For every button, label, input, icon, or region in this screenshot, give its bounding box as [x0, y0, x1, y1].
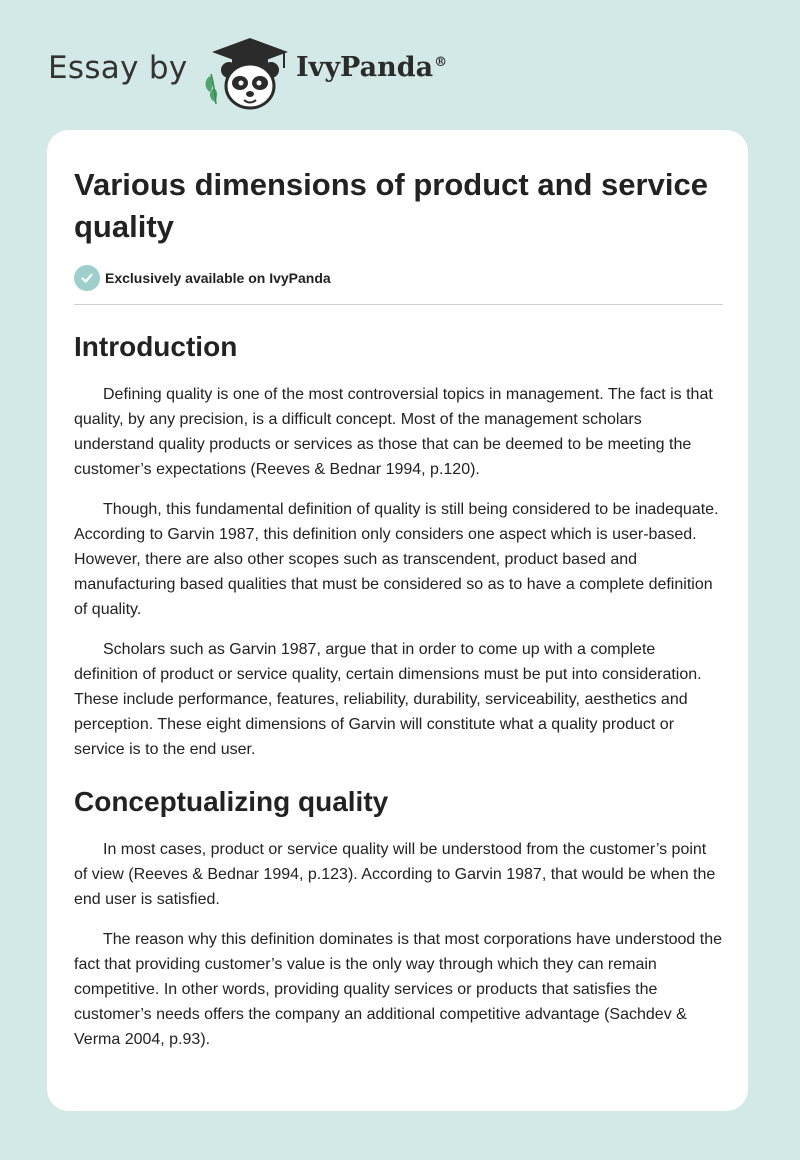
paragraph: Defining quality is one of the most controversial topics in management. The fact is that quality, by any precision, is a difficult concept. Most of the management scholars understand quality products or services as those that can be deemed to be meeting the customer’s expectations (Reeves & Bednar 1994, p.120). [74, 386, 713, 478]
registered-mark: ® [434, 55, 448, 70]
exclusive-badge [74, 264, 723, 292]
panda-logo-icon[interactable] [200, 36, 292, 110]
badge-label: Exclusively available on IvyPanda [105, 270, 331, 286]
checkmark-icon [74, 265, 100, 291]
page-title: Various dimensions of product and service quality [74, 167, 708, 244]
divider [74, 304, 723, 305]
section-heading-introduction: Introduction [74, 331, 238, 362]
site-header [0, 0, 800, 120]
paragraph: Though, this fundamental definition of quality is still being considered to be inadequate. According to Garvin 1987, this definition only considers one aspect which is user-based. However, there are also other scopes such as transcendent, product based and manufacturing based qualities that must be considered so as to have a complete definition of quality. [74, 501, 719, 618]
essay-by-label: Essay by [48, 50, 188, 86]
essay-card [47, 130, 748, 1111]
paragraph: Scholars such as Garvin 1987, argue that in order to come up with a complete definition of product or service quality, certain dimensions must be put into consideration. These include performance, features, reliability, durability, serviceability, aesthetics and perception. These eight dimensions of Garvin will constitute what a quality product or service is to the end user. [74, 641, 702, 758]
essay-content [74, 164, 723, 1067]
section-heading-conceptualizing-quality: Conceptualizing quality [74, 786, 389, 817]
paragraph: The reason why this definition dominates is that most corporations have understood the fact that providing customer’s value is the only way through which they can remain competitive. In other words, providing quality services or products that satisfies the customer’s needs offers the company an additional competitive advantage (Sachdev & Verma 2004, p.93). [74, 931, 723, 1048]
paragraph: In most cases, product or service quality will be understood from the customer’s point of view (Reeves & Bednar 1994, p.123). According to Garvin 1987, that would be when the end user is satisfied. [74, 841, 716, 908]
brand-name[interactable]: IvyPanda® [296, 52, 448, 83]
